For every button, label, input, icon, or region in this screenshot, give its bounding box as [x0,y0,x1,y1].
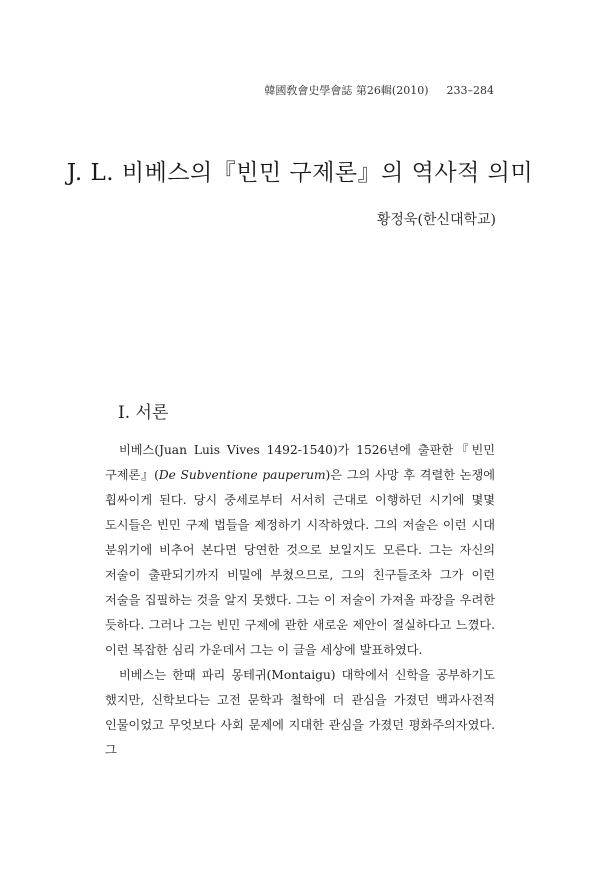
paragraph-2: 비베스는 한때 파리 몽테귀(Montaigu) 대학에서 신학을 공부하기도 했지만, 신학보다는 고전 문학과 철학에 더 관심을 가졌던 백과사전적 인물이었고 무엇보다 사회 문제에 지대한 관심을 가졌던 평화주의자였다. 그 [105,668,495,757]
article-title: J. L. 비베스의『빈민 구제론』의 역사적 의미 [66,160,534,186]
journal-info: 韓國敎會史學會誌 第26輯(2010) [264,84,429,97]
latin-title: De Subventione pauperum [158,468,326,482]
paragraph-1 [105,438,495,663]
paragraph-1-part-b: )은 그의 사망 후 격렬한 논쟁에 휩싸이게 된다. 당시 중세로부터 서서히 근대로 이행하던 시기에 몇몇 도시들은 빈민 구제 법들을 제정하기 시작하였다. 그의 저술은 이런 시대 분위기에 비추어 본다면 당연한 것으로 보일지도 모른다. 그는 자신의 저술이 출판되기까지 비밀에 부쳤으므로, 그의 친구들조차 그가 이런 저술을 집필하는 것을 알지 못했다. 그는 이 저술이 가져올 파장을 우려한 듯하다. 그러나 그는 빈민 구제에 관한 새로운 제안이 절실하다고 느꼈다. 이런 복잡한 심리 가운데서 그는 이 글을 세상에 발표하였다. [105,468,495,657]
author-affiliation: 황정욱(한신대학교) [376,212,496,228]
paragraph-1-part-a: 비베스(Juan Luis Vives 1492-1540)가 1526년에 출판한『빈민 구제론』( [105,443,495,482]
page-range: 233–284 [446,84,494,97]
body-text [105,438,495,763]
running-head [264,82,494,98]
section-heading: Ⅰ. 서론 [118,403,169,423]
